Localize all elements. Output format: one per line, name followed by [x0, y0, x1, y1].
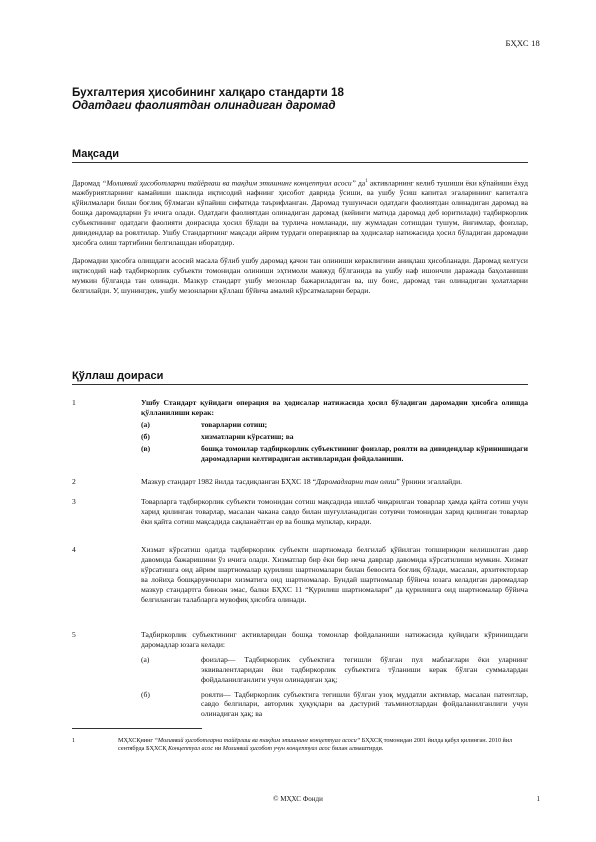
footnote-separator — [72, 728, 202, 729]
footnote-text-part: билан алмаштирди. — [330, 745, 384, 752]
objective-heading: Мақсади — [72, 148, 528, 163]
list-text: товарларни сотиш; — [201, 419, 268, 429]
paragraph-text-part: ” ўрнини эгаллайди. — [396, 477, 463, 486]
footnote-number: 1 — [72, 737, 76, 744]
footnote-italic: Концептуал асос — [168, 745, 214, 752]
paragraph-number: 2 — [72, 477, 76, 486]
replaced-standard-title: Даромадларни тан олиш — [316, 477, 397, 486]
framework-title: “Молиявий ҳисоботларни тайёрлаш ва тақдим этишнинг концептуал асоси” — [102, 178, 356, 188]
paragraph-text: Тадбиркорлик субъектининг активларидан бошқа томонлар фойдаланиши натижасида қуйидаги кўринишдаги даромадлар юзага келади: — [141, 630, 528, 649]
paragraph-1 — [72, 398, 528, 463]
list-letter: (а) — [141, 654, 150, 664]
list-item — [141, 420, 528, 430]
footnote-text — [118, 737, 528, 753]
list-item — [141, 655, 528, 685]
list-letter: (б) — [141, 431, 150, 441]
list-text: роялти— Тадбиркорлик субъектига тегишли бўлган узоқ муддатли активлар, масалан патентлар, савдо белгилари, авторлик ҳуқуқлари ва дастурий таъминотлардан фойдаланилганлиги учун олинадиган ҳақ; ва — [201, 689, 528, 719]
footnote-text-part: ни — [213, 745, 223, 752]
list-text: фоизлар— Тадбиркорлик субъектига тегишли бўлган пул маблағлари ёки уларнинг эквивалентларидан ёки тадбиркорлик субъектига тўланиши керак бўлган суммалардан фойдаланилганлиги учун олинадиган ҳақ; — [201, 654, 528, 684]
list-letter: (б) — [141, 689, 150, 699]
running-header: БҲХС 18 — [505, 38, 540, 48]
objective-text: активларнинг келиб тушиши ёки кўпайиши ёхуд мажбуриятларнинг камайиши шаклида иқтисодий нафнинг ҳисобот даврида ўсиши, ва ушбу ўсиш капитал эгаларининг капиталга қўйилмалари билан боғлиқ бўлмаган кўпайиш сифатида таърифланган. Даромад тушунчаси одатдаги фаолиятдан олинадиган даромад ва бошқа даромадларни ўз ичига олади. Одатдаги фаолиятдан олинадиган даромад (кейинги матнда даромад деб юритилади) тадбиркорлик субъектининг одатдаги фаолияти доирасида ҳосил бўлади ва турлича номланади, шу жумладан сотишдан тушум, йиғимлар, фоизлар, дивидендлар ва роялтилар. Ушбу Стандартнинг мақсади айрим турдаги операциялар ва ҳодисалар натижасида ҳосил бўладиган даромадни ҳисобга олиш тартибини белгилашдан иборатдир. — [72, 178, 528, 247]
footnote-text-part: МҲХСҚнинг — [118, 737, 155, 744]
standard-subtitle: Одатдаги фаолиятдан олинадиган даромад — [72, 99, 336, 112]
document-title — [72, 86, 532, 112]
footnote-ref[interactable]: 1 — [365, 179, 368, 184]
list-text: бошқа томонлар тадбиркорлик субъектининг фоизлар, роялти ва дивидендлар кўринишидаги даромадларни келтирадиган активларидан фойдаланиши. — [201, 443, 528, 463]
standard-title: Бухгалтерия ҳисобининг халқаро стандарти 18 — [72, 86, 344, 99]
paragraph-number: 1 — [72, 398, 76, 407]
scope-section — [72, 370, 528, 385]
list-item — [141, 444, 528, 464]
objective-text: да — [355, 178, 366, 188]
footnote — [72, 737, 528, 753]
paragraph-text: Ушбу Стандарт қуйидаги операция ва ҳодисалар натижасида ҳосил бўладиган даромадни ҳисобга олишда қўлланилиши керак: — [141, 398, 528, 417]
paragraph-text: Хизмат кўрсатиш одатда тадбиркорлик субъекти шартномада белгилаб қўйилган топшириқни келишилган давр давомида бажаришини ўз ичига олади. Хизматлар бир ёки бир неча даврлар давомида кўрсатилиши мумкин. Хизмат кўрсатишга оид айрим шартномалар қурилиш шартномалари билан бевосита боғлиқ бўлади, масалан, архитекторлар ва лойиҳа бошқарувчилари хизматига оид шартномалар. Бундай шартномалар бўйича юзага келадиган даромадлар мазкур стандартга биноан эмас, балки БҲХС 11 “Қурилиш шартномалари” да қурилишга оид шартномалар бўйича белгиланган талабларга мувофиқ ҳисобга олинади. — [141, 545, 528, 604]
objective-text: Даромад — [72, 178, 103, 188]
list-item — [141, 432, 528, 442]
objective-section — [72, 148, 528, 296]
list-item — [141, 690, 528, 720]
list-text: хизматларни кўрсатиш; ва — [201, 431, 294, 441]
list-letter: (в) — [141, 443, 151, 453]
paragraph-text: Товарларга тадбиркорлик субъекти томонидан сотиш мақсадида ишлаб чиқарилган товарлар ҳамда қайта сотиш учун харид қилинган товарлар, масалан чакана савдо билан шуғулланадиган сотувчи томонидан харид қилинган товарлар ёки қайта сотиш мақсадида сақланаётган ер ва бошқа мулклар, киради. — [141, 497, 528, 526]
objective-paragraph-1 — [72, 177, 528, 248]
footnote-italic: “Молиявий ҳисоботларни тайёрлаш ва тақдим этишнинг концептуал асоси” — [154, 737, 361, 744]
paragraph-number: 4 — [72, 545, 76, 554]
paragraph-number: 5 — [72, 630, 76, 639]
footnote-text-part: БҲХСҚ томонидан 2001 йилда қабул қилинган. 2010 йил сентябрда БҲХСҚ — [118, 737, 513, 752]
page-number: 1 — [536, 795, 540, 803]
paragraph-number: 3 — [72, 497, 76, 506]
list-letter: (а) — [141, 419, 150, 429]
objective-paragraph-2: Даромадни ҳисобга олишдаги асосий масала бўлиб ушбу даромад қачон тан олиниши кераклигини аниқлаш ҳисобланади. Даромад келгуси иқтисодий наф тадбиркорлик субъекти томонидан олиниши эҳтимоли мавжуд бўлганида ва ушбу наф ишончли даражада баҳоланиши мумкин бўлганда тан олинади. Мазкур стандарт ушбу мезонлар бажариладиган ва, шу боис, даромад тан олинадиган ҳолатларни белгилайди. У, шунингдек, ушбу мезонларни қўллаш бўйича амалий кўрсатмаларни беради. — [72, 255, 528, 295]
copyright-notice: © МҲХС Фонди — [273, 795, 323, 803]
paragraph-5 — [72, 630, 528, 719]
footnote-italic: Молиявий ҳисобот учун концептуал асос — [222, 745, 331, 752]
paragraph-text-part: Мазкур стандарт 1982 йилда тасдиқланган БҲХС 18 “ — [141, 477, 317, 486]
scope-heading: Қўллаш доираси — [72, 370, 528, 385]
paragraph-text — [141, 477, 528, 487]
paragraph-4 — [72, 545, 528, 604]
paragraph-3 — [72, 497, 528, 527]
paragraph-2 — [72, 477, 528, 487]
